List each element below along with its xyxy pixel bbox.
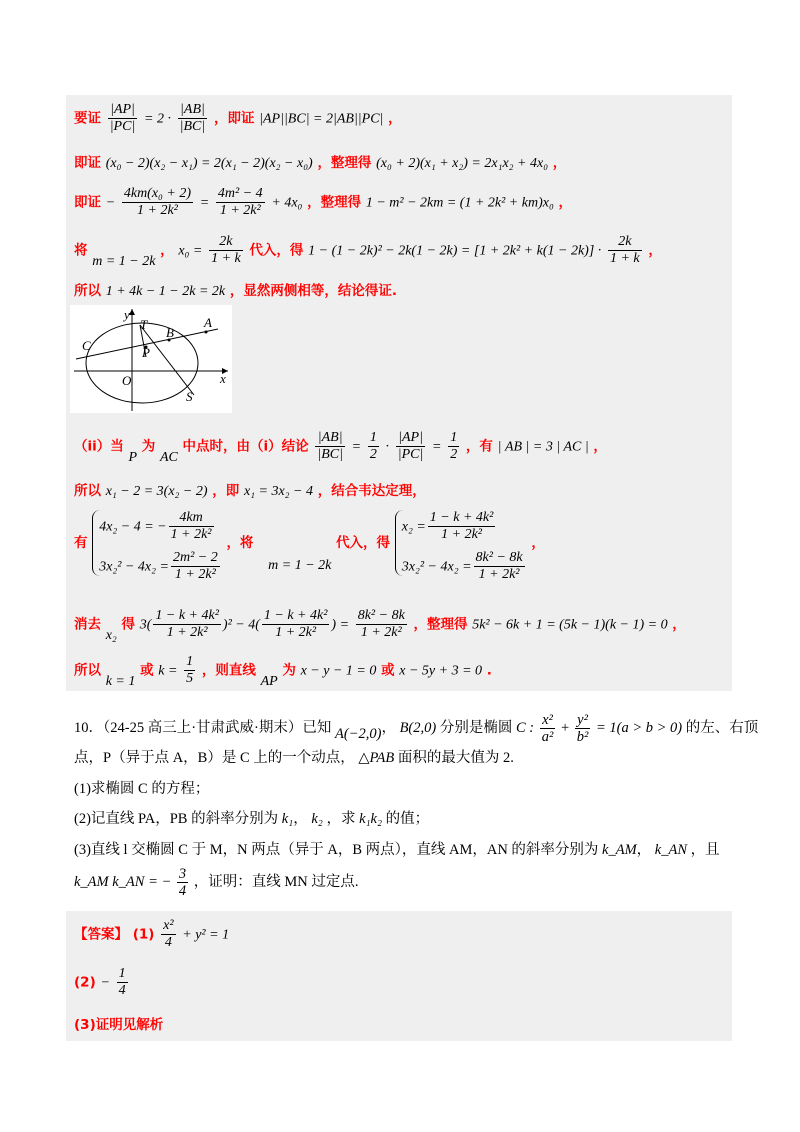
text-segment: ，结合韦达定理， (317, 483, 426, 499)
label-y: y (124, 307, 130, 322)
text-segment: ，显然两侧相等，结论得证. (229, 283, 397, 299)
text-segment: 中点时，由（i）结论 (182, 438, 309, 455)
text-segment: ，整理得 (307, 194, 362, 211)
ellipse-figure (70, 305, 232, 413)
math: A(−2,0) (335, 725, 382, 742)
math: x − y − 1 = 0 (300, 663, 377, 679)
question-text: ，求 (326, 811, 356, 827)
math: = 1(a > b > 0) (595, 719, 683, 736)
math: k = 1 (105, 673, 136, 689)
fraction: $\frac{1}{5}$ (186, 654, 194, 686)
math: k₂ (311, 811, 323, 827)
math: (x₀ − 2)(x₂ − x₁) = 2(x₁ − 2)(x₂ − x₀) (105, 156, 313, 171)
answer-label: 【答案】 (74, 926, 128, 943)
label-b: B (166, 325, 174, 340)
text-segment: 代入，得 (336, 535, 391, 551)
math: = (351, 439, 362, 455)
math: |AP||BC| = 2|AB||PC| (259, 111, 384, 127)
solution-line-3: 即证 − $\frac{\text{4km(x₀ + 2)}}{\text{1 + 2k²}}$ = $\frac{\text{4m² − 4}}{\text{1 + 2k²}}$ + 4x₀ ，整理得 1 − m² − 2km = (1 + 2k² + km)x₀ ， (74, 186, 573, 218)
math: 1 − m² − 2km = (1 + 2k² + km)x₀ (365, 195, 554, 211)
text-segment: . (486, 662, 492, 679)
math: C : (515, 719, 535, 736)
text-segment: (2) (74, 974, 96, 991)
math: x₀ = (178, 243, 203, 259)
question-line-3 (74, 779, 209, 799)
solution-line-9 (74, 608, 686, 641)
question-line-4: (2)记直线 PA，PB 的斜率分别为 k₁， k₂ ，求 k₁k₂ 的值； (74, 811, 430, 827)
fraction: $\frac{|AP|}{|PC|}$ (109, 102, 136, 134)
solution-line-8 (74, 510, 545, 582)
fraction: $\frac{\text{x²}}{4}$ (163, 918, 174, 950)
math: 3( (139, 617, 152, 633)
fraction: $\frac{|AP|}{|PC|}$ (397, 430, 424, 462)
text-segment: ， (558, 194, 573, 211)
text-segment: 将 (74, 242, 88, 259)
text-segment: 要证 (74, 110, 101, 127)
text-segment: ， (388, 110, 402, 127)
text-segment: 或 (140, 662, 154, 679)
math: k₁k₂ (359, 811, 383, 827)
text-segment: (1) (132, 926, 155, 943)
label-o: O (122, 373, 132, 388)
fraction: $\frac{\text{1 − k + 4k²}}{\text{1 + 2k²}}$ (155, 608, 219, 640)
label-p: P (142, 345, 150, 360)
label-c: C (82, 338, 91, 353)
fraction: $\frac{2k}{1 + k}$ (609, 234, 640, 266)
solution-line-4: 将 m = 1 − 2k ， x₀ = $\frac{2k}{1 + k}$ 代入，得 1 − (1 − 2k)² − 2k(1 − 2k) = [1 + 2k² + k(1 − 2k)] · $\frac{2k}{1 + k}$ ， (74, 234, 662, 269)
text-segment: ，将 (226, 535, 254, 551)
equation-system-2: x₂ = $\frac{\text{1 − k + 4k²}}{\text{1 + 2k²}}$ 3x₂² − 4x₂ = $\frac{\text{8k² − 8k}}{\text{1 + 2k²}}$ (395, 510, 527, 576)
text-segment: 为 (282, 662, 296, 679)
math: △PAB (358, 750, 395, 766)
math: 5k² − 6k + 1 = (5k − 1)(k − 1) = 0 (472, 617, 668, 633)
math: x₁ − 2 = 3(x₂ − 2) (105, 484, 208, 499)
question-line-6 (74, 866, 359, 899)
text-segment: 即证 (74, 155, 101, 171)
text-segment: 为 (141, 438, 156, 455)
math: + 4x₀ (271, 195, 303, 211)
text-segment: ， (648, 242, 662, 259)
math: x − 5y + 3 = 0 (399, 663, 483, 679)
text-segment: ，有 (465, 438, 493, 455)
solution-line-2 (74, 153, 566, 174)
math: k₁ (281, 811, 294, 827)
math: m = 1 − 2k (268, 558, 332, 573)
math: (x₀ + 2)(x₁ + x₂) = 2x₁x₂ + 4x₀ (376, 156, 549, 171)
fraction: $\frac{|AB|}{|BC|}$ (179, 102, 206, 134)
question-text: 10．（24-25 高三上·甘肃武威·期末）已知 (74, 719, 332, 736)
question-text: 面积的最大值为 2. (397, 750, 514, 766)
text-segment: ， (531, 535, 545, 551)
question-text: ，且 (690, 842, 720, 858)
question-text: 的左、右顶 (685, 719, 759, 736)
text-segment: 即证 (74, 194, 101, 211)
fraction: $\frac{1}{2}$ (369, 430, 377, 462)
solution-line-7 (74, 481, 426, 502)
math: k_AN (654, 842, 688, 858)
fraction: $\frac{\text{y²}}{\text{b²}}$ (576, 712, 589, 745)
answer-line-1 (74, 918, 229, 951)
text-segment: 代入，得 (249, 242, 304, 259)
answer-line-3 (74, 1015, 163, 1035)
label-s: S (186, 389, 193, 404)
label-x: x (220, 371, 226, 386)
math: B(2,0) (399, 719, 437, 736)
math: m = 1 − 2k (92, 253, 156, 269)
math: AC (159, 449, 178, 465)
text-segment: ，即 (212, 483, 240, 499)
fraction: $\frac{\text{4km(x₀ + 2)}}{\text{1 + 2k²}}$ (123, 186, 192, 218)
text-segment: ， (552, 155, 567, 171)
solution-line-10 (74, 654, 492, 687)
text-segment: ，则直线 (201, 662, 256, 679)
math: k_AM (602, 842, 637, 858)
math: P (128, 449, 138, 465)
math: x₂ (105, 627, 117, 643)
math: k_AM k_AN = − (74, 873, 172, 890)
text-segment: 所以 (74, 483, 101, 499)
question-text: (3)直线 l 交椭圆 C 于 M，N 两点（异于 A，B 两点），直线 AM，AN 的斜率分别为 (74, 842, 599, 858)
math: ) = (331, 617, 350, 633)
question-text: (2)记直线 PA，PB 的斜率分别为 (74, 811, 279, 827)
fraction: $\frac{1}{4}$ (118, 966, 126, 998)
text-segment: 消去 (74, 616, 101, 633)
label-a: A (204, 315, 212, 330)
fraction: $\frac{\text{x²}}{\text{a²}}$ (541, 712, 554, 745)
question-text: ，证明：直线 MN 过定点. (193, 873, 359, 890)
math: 1 + 4k − 1 − 2k = 2k (105, 284, 226, 299)
label-t: T (140, 317, 148, 332)
text-segment: （ii）当 (74, 438, 124, 455)
math: + y² = 1 (182, 927, 230, 943)
fraction: $\frac{\text{8k² − 8k}}{\text{1 + 2k²}}$ (357, 608, 405, 640)
text-segment: 得 (121, 616, 135, 633)
text-segment: ，整理得 (413, 616, 468, 633)
question-line-1: 10．（24-25 高三上·甘肃武威·期末）已知 A(−2,0)， B(2,0) 分别是椭圆 C : $\frac{\text{x²}}{\text{a²}}$ + $\frac{\text{y²}}{\text{b²}}$ = 1(a > b > 0) 的左、右顶 (74, 712, 759, 745)
fraction: $\frac{2k}{1 + k}$ (211, 234, 241, 266)
math: )² − 4( (222, 617, 260, 633)
question-text: 点，P（异于点 A，B）是 C 上的一个动点， (74, 750, 355, 766)
text-segment: 有 (74, 535, 88, 551)
fraction: $\frac{\text{1 − k + 4k²}}{\text{1 + 2k²}}$ (263, 608, 328, 640)
solution-line-6: （ii）当 P 为 AC 中点时，由（i）结论 $\frac{|AB|}{|BC|}$ = $\frac{1}{2}$ · $\frac{|AP|}{|PC|}$ = $\frac{1}{2}$ ，有 | AB | = 3 | AC | ， (74, 430, 607, 465)
question-line-2 (74, 748, 514, 768)
math: x₁ = 3x₂ − 4 (243, 484, 313, 499)
text-segment: ， (593, 438, 607, 455)
text-segment: 或 (381, 662, 395, 679)
fraction: $\frac{\text{4m² − 4}}{\text{1 + 2k²}}$ (217, 186, 263, 218)
math: − (100, 975, 110, 991)
text-segment: ，即证 (213, 110, 255, 127)
ellipse-diagram (70, 305, 232, 413)
math: 1 − (1 − 2k)² − 2k(1 − 2k) = [1 + 2k² + k(1 − 2k)] · (308, 243, 602, 259)
math: | AB | = 3 | AC | (497, 439, 589, 455)
text-segment: 所以 (74, 283, 101, 299)
text-segment: ，整理得 (317, 155, 372, 171)
math: AP (260, 673, 278, 689)
fraction: $\frac{|AB|}{|BC|}$ (317, 430, 343, 462)
fraction: $\frac{3}{4}$ (178, 866, 187, 899)
text-segment: 所以 (74, 662, 101, 679)
question-text: (1)求椭圆 C 的方程； (74, 781, 210, 797)
solution-line-5 (74, 281, 397, 302)
question-text: 的值； (385, 811, 430, 827)
text-segment: (3)证明见解析 (74, 1017, 164, 1033)
fraction: $\frac{1}{2}$ (450, 430, 458, 462)
text-segment: ， (672, 616, 686, 633)
math: = 2 · (144, 111, 171, 127)
answer-line-2 (74, 966, 130, 999)
equation-system-1: 4x₂ − 4 = − $\frac{4km}{\text{1 + 2k²}}$ 3x₂² − 4x₂ = $\frac{\text{2m² − 2}}{\text{1 + 2k²}}$ (92, 510, 222, 576)
math: k = (158, 663, 178, 679)
question-line-5: (3)直线 l 交椭圆 C 于 M，N 两点（异于 A，B 两点），直线 AM，AN 的斜率分别为 k_AM， k_AN ，且 (74, 842, 720, 858)
question-text: 分别是椭圆 (439, 719, 513, 736)
solution-line-1 (74, 102, 402, 135)
